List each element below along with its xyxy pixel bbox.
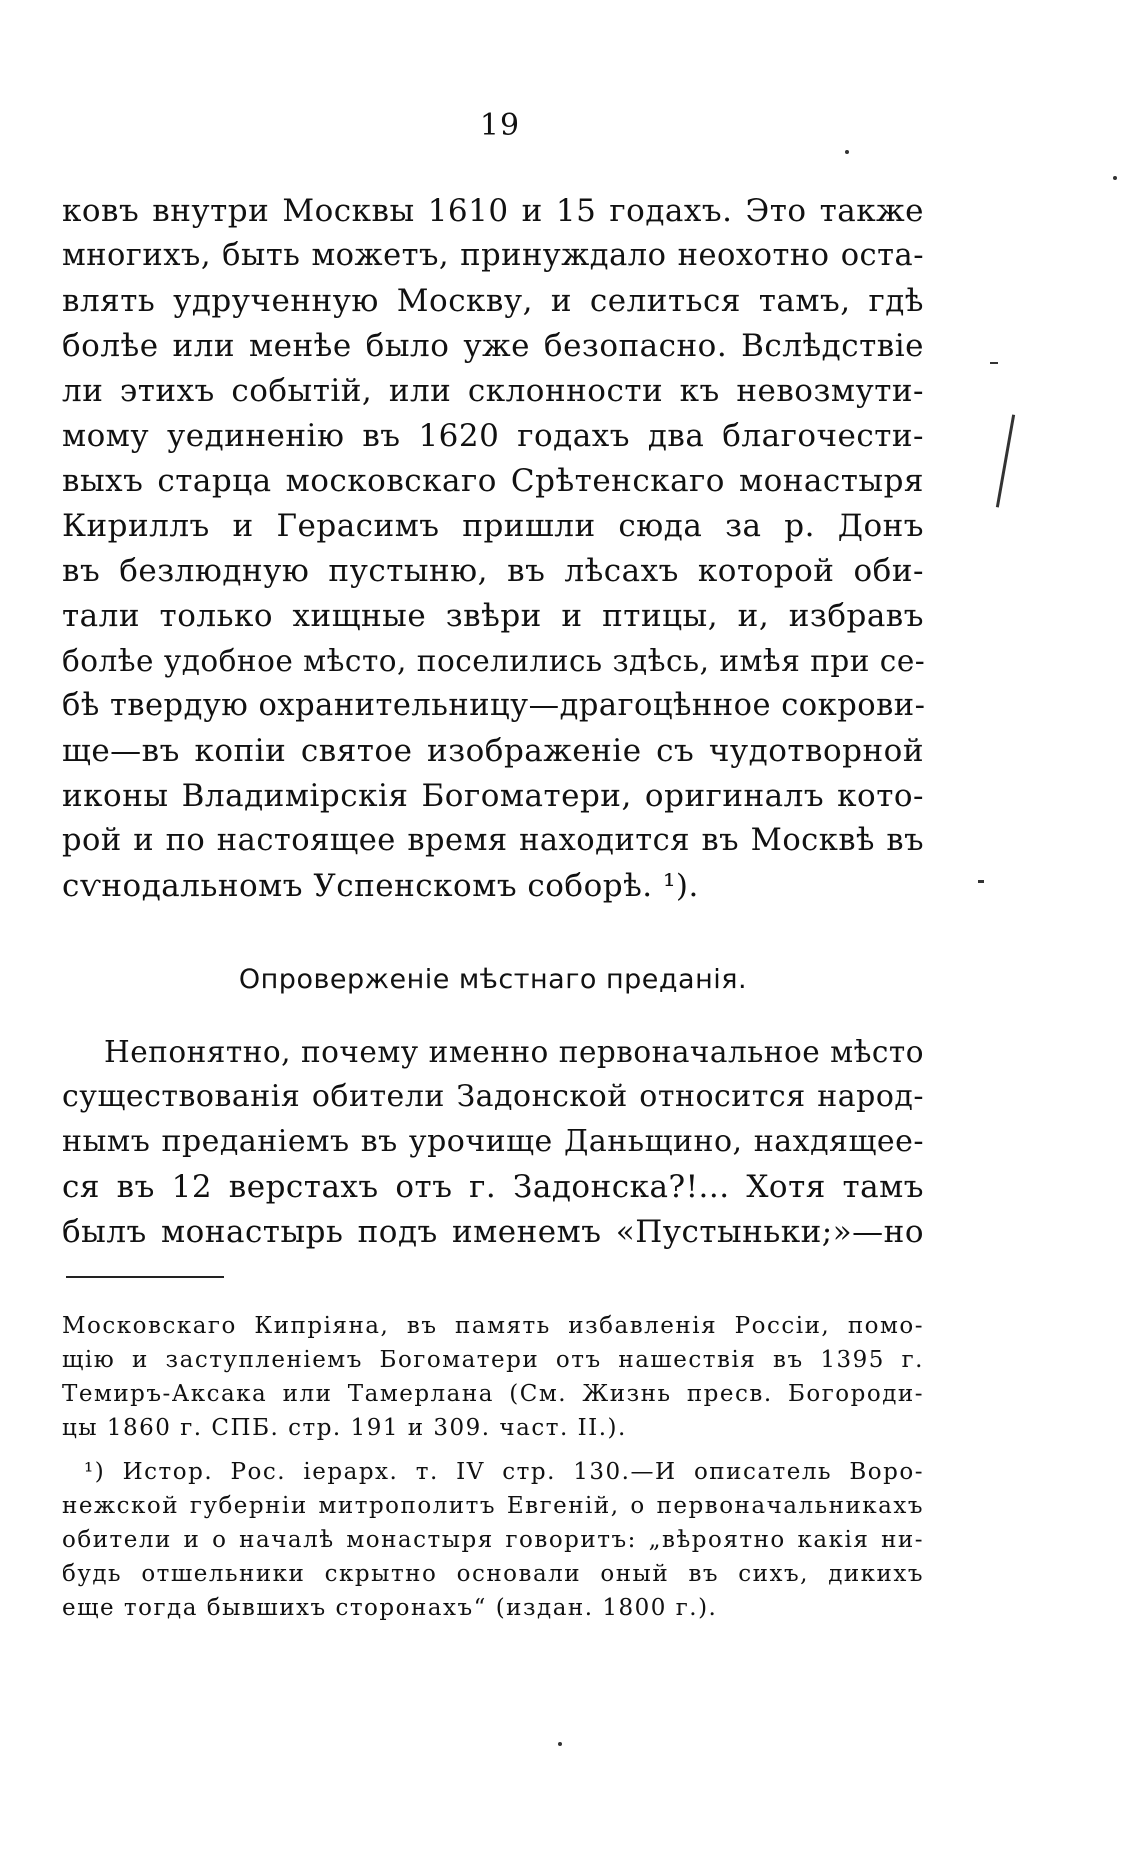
footnote-line: обители и о началѣ монастыря говоритъ: „вѣроятно какія ни-	[62, 1527, 924, 1553]
footnote-line: Московскаго Кипріяна, въ память избавленія Россіи, помо-	[62, 1313, 924, 1339]
body-line: существованія обители Задонской относится народ-	[62, 1079, 924, 1114]
section-heading: Опроверженіе мѣстнаго преданія.	[238, 964, 748, 995]
body-line: мому уединенію въ 1620 годахъ два благочести-	[62, 418, 924, 454]
body-line: ли этихъ событій, или склонности къ невозмути-	[62, 373, 924, 409]
body-line: многихъ, быть можетъ, принуждало неохотно оста-	[62, 238, 924, 273]
footnote-rule	[66, 1276, 224, 1278]
body-line: бѣ твердую охранительницу—драгоцѣнное сокрови-	[62, 688, 926, 723]
body-line: влять удрученную Москву, и селиться тамъ, гдѣ	[62, 283, 924, 319]
body-line: иконы Владимірскія Богоматери, оригиналъ кото-	[62, 778, 924, 814]
body-line: рой и по настоящее время находится въ Москвѣ въ	[62, 823, 924, 858]
body-line: нымъ преданіемъ въ урочище Даньщино, нахдящее-	[62, 1124, 924, 1159]
body-line: былъ монастырь подъ именемъ «Пустыньки;»—но	[62, 1214, 924, 1250]
scan-speck	[1113, 176, 1117, 180]
scan-mark	[990, 362, 998, 364]
body-line: ся въ 12 верстахъ отъ г. Задонска?!... Хотя тамъ	[62, 1169, 924, 1205]
body-line: выхъ старца московскаго Срѣтенскаго монастыря	[62, 463, 924, 499]
body-line: Непонятно, почему именно первоначальное мѣсто	[104, 1035, 924, 1069]
footnote-line: еще тогда бывшихъ сторонахъ“ (издан. 1800 г.).	[62, 1595, 718, 1621]
footnote-line: цы 1860 г. СПБ. стр. 191 и 309. част. II.).	[62, 1415, 627, 1441]
body-line: въ безлюдную пустыню, въ лѣсахъ которой оби-	[62, 553, 924, 589]
body-line: ще—въ копіи святое изображеніе съ чудотворной	[62, 733, 924, 769]
footnote-line: щію и заступленіемъ Богоматери отъ нашествія въ 1395 г.	[62, 1347, 924, 1373]
body-line: Кириллъ и Герасимъ пришли сюда за р. Донъ	[62, 508, 924, 544]
scan-speck	[558, 1742, 562, 1746]
footnote-line: нежской губерніи митрополитъ Евгеній, о первоначальникахъ	[62, 1493, 924, 1519]
body-line: тали только хищные звѣри и птицы, и, избравъ	[62, 598, 924, 634]
body-line: сѵнодальномъ Успенскомъ соборѣ. ¹).	[62, 868, 699, 904]
page-number: 19	[479, 108, 521, 143]
footnote-line: Темиръ-Аксака или Тамерлана (См. Жизнь пресв. Богороди-	[62, 1381, 924, 1407]
scan-mark	[996, 414, 1015, 507]
scan-speck	[978, 880, 984, 883]
body-line: болѣе или менѣе было уже безопасно. Вслѣдствіе	[62, 328, 924, 364]
scan-speck	[845, 150, 849, 154]
footnote-line: ¹) Истор. Рос. іерарх. т. IV стр. 130.—И описатель Воро-	[84, 1459, 924, 1485]
body-line: ковъ внутри Москвы 1610 и 15 годахъ. Это также	[62, 193, 924, 229]
footnote-line: будь отшельники скрытно основали оный въ сихъ, дикихъ	[62, 1561, 924, 1587]
body-line: болѣе удобное мѣсто, поселились здѣсь, имѣя при се-	[62, 644, 926, 678]
